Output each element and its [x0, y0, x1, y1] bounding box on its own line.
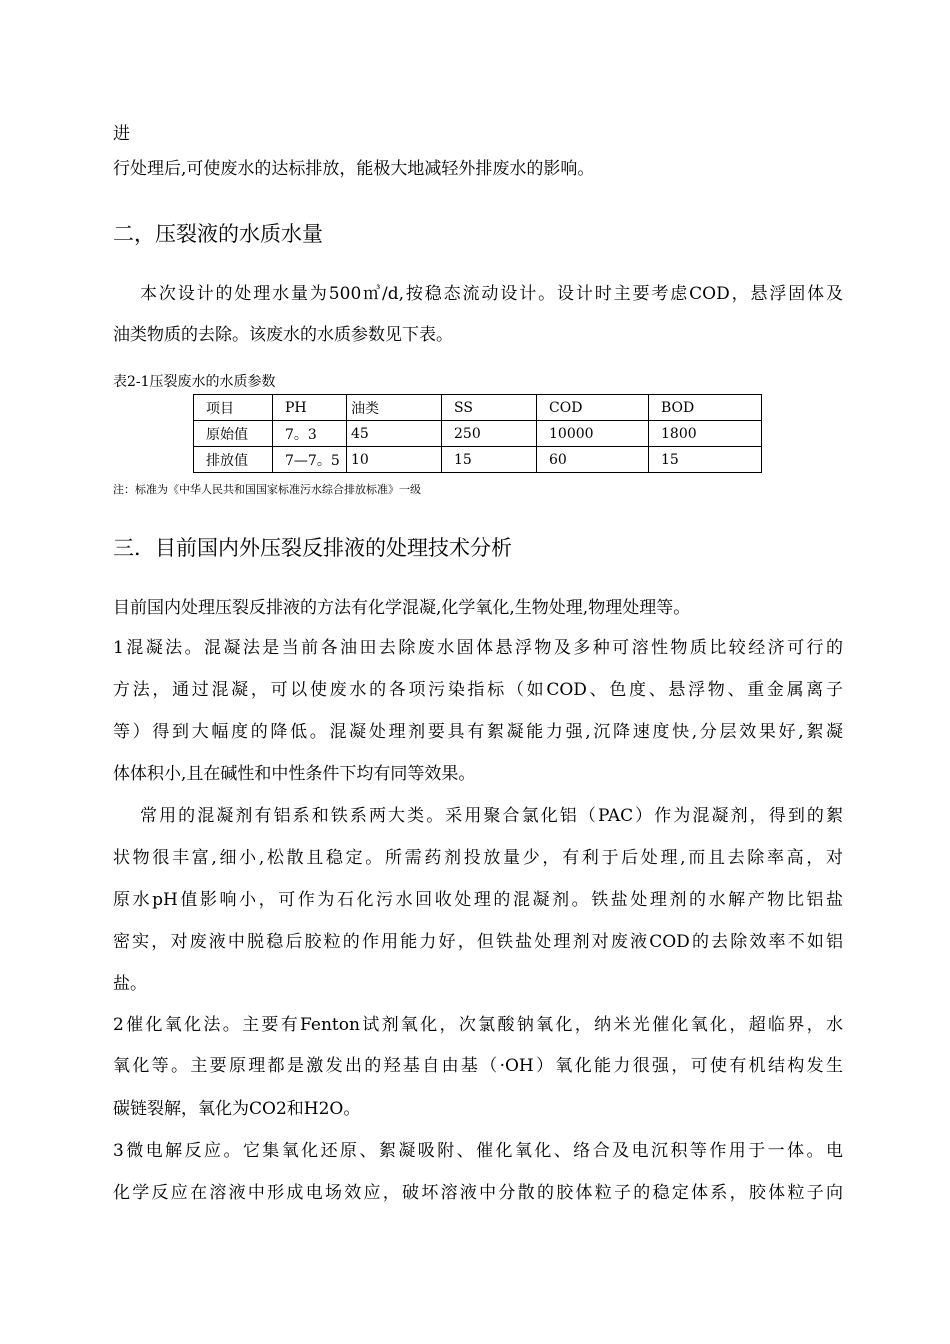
water-quality-table — [193, 394, 762, 473]
section-3-line: 3微电解反应。它集氧化还原、絮凝吸附、催化氧化、络合及电沉积等作用于一体。电 — [113, 1141, 843, 1161]
section-3-line: 2催化氧化法。主要有Fenton试剂氧化，次氯酸钠氧化，纳米光催化氧化，超临界，水 — [113, 1015, 843, 1035]
intro-line-1: 进 — [113, 124, 130, 144]
table-cell: 60 — [537, 447, 649, 473]
table-cell: 原始值 — [194, 421, 273, 447]
table-cell: 7。3 — [273, 421, 347, 447]
table-cell: 45 — [347, 421, 442, 447]
table-note: 注：标准为《中华人民共和国国家标准污水综合排放标准》一级 — [113, 483, 421, 496]
table-caption: 表2-1压裂废水的水质参数 — [113, 374, 276, 390]
section-3-line: 等）得到大幅度的降低。混凝处理剂要具有絮凝能力强,沉降速度快,分层效果好,絮凝 — [113, 722, 843, 742]
table-cell: 排放值 — [194, 447, 273, 473]
table-cell: 10 — [347, 447, 442, 473]
table-header-cell: PH — [273, 395, 347, 421]
table-header-cell: SS — [442, 395, 537, 421]
section-3-line: 盐。 — [113, 974, 147, 994]
table-cell: 7—7。5 — [273, 447, 347, 473]
table-header-row — [194, 395, 762, 421]
section-3-line: 目前国内处理压裂反排液的方法有化学混凝,化学氧化,生物处理,物理处理等。 — [113, 598, 691, 618]
section-3-line: 1混凝法。混凝法是当前各油田去除废水固体悬浮物及多种可溶性物质比较经济可行的 — [113, 638, 843, 658]
table-cell: 15 — [649, 447, 762, 473]
table-header-cell: BOD — [649, 395, 762, 421]
section-3-line: 常用的混凝剂有铝系和铁系两大类。采用聚合氯化铝（PAC）作为混凝剂，得到的絮 — [140, 806, 843, 826]
section-3-line: 密实，对废液中脱稳后胶粒的作用能力好，但铁盐处理剂对废液COD的去除效率不如铝 — [113, 932, 843, 952]
section-2-para-line-1: 本次设计的处理水量为500㎥/d,按稳态流动设计。设计时主要考虑COD，悬浮固体及 — [140, 284, 843, 304]
table-cell: 250 — [442, 421, 537, 447]
section-3-line: 原水pH值影响小，可作为石化污水回收处理的混凝剂。铁盐处理剂的水解产物比铝盐 — [113, 890, 843, 910]
table-cell: 15 — [442, 447, 537, 473]
section-3-line: 碳链裂解，氧化为CO2和H2O。 — [113, 1099, 361, 1119]
table-cell: 1800 — [649, 421, 762, 447]
table-cell: 10000 — [537, 421, 649, 447]
table-row — [194, 421, 762, 447]
table-header-cell: COD — [537, 395, 649, 421]
intro-line-2: 行处理后,可使废水的达标排放，能极大地减轻外排废水的影响。 — [113, 159, 595, 179]
section-2-heading: 二，压裂液的水质水量 — [113, 222, 323, 246]
section-3-line: 状物很丰富,细小,松散且稳定。所需药剂投放量少，有利于后处理,而且去除率高，对 — [113, 848, 843, 868]
section-3-heading: 三．目前国内外压裂反排液的处理技术分析 — [113, 536, 512, 560]
section-3-line: 氧化等。主要原理都是激发出的羟基自由基（·OH）氧化能力很强，可使有机结构发生 — [113, 1056, 843, 1076]
table-row — [194, 447, 762, 473]
section-3-line: 方法，通过混凝，可以使废水的各项污染指标（如COD、色度、悬浮物、重金属离子 — [113, 680, 843, 700]
section-3-line: 化学反应在溶液中形成电场效应，破坏溶液中分散的胶体粒子的稳定体系，胶体粒子向 — [113, 1183, 843, 1203]
table-header-cell: 油类 — [347, 395, 442, 421]
section-3-line: 体体积小,且在碱性和中性条件下均有同等效果。 — [113, 764, 476, 784]
section-2-para-line-2: 油类物质的去除。该废水的水质参数见下表。 — [113, 325, 453, 345]
table-header-cell: 项目 — [194, 395, 273, 421]
